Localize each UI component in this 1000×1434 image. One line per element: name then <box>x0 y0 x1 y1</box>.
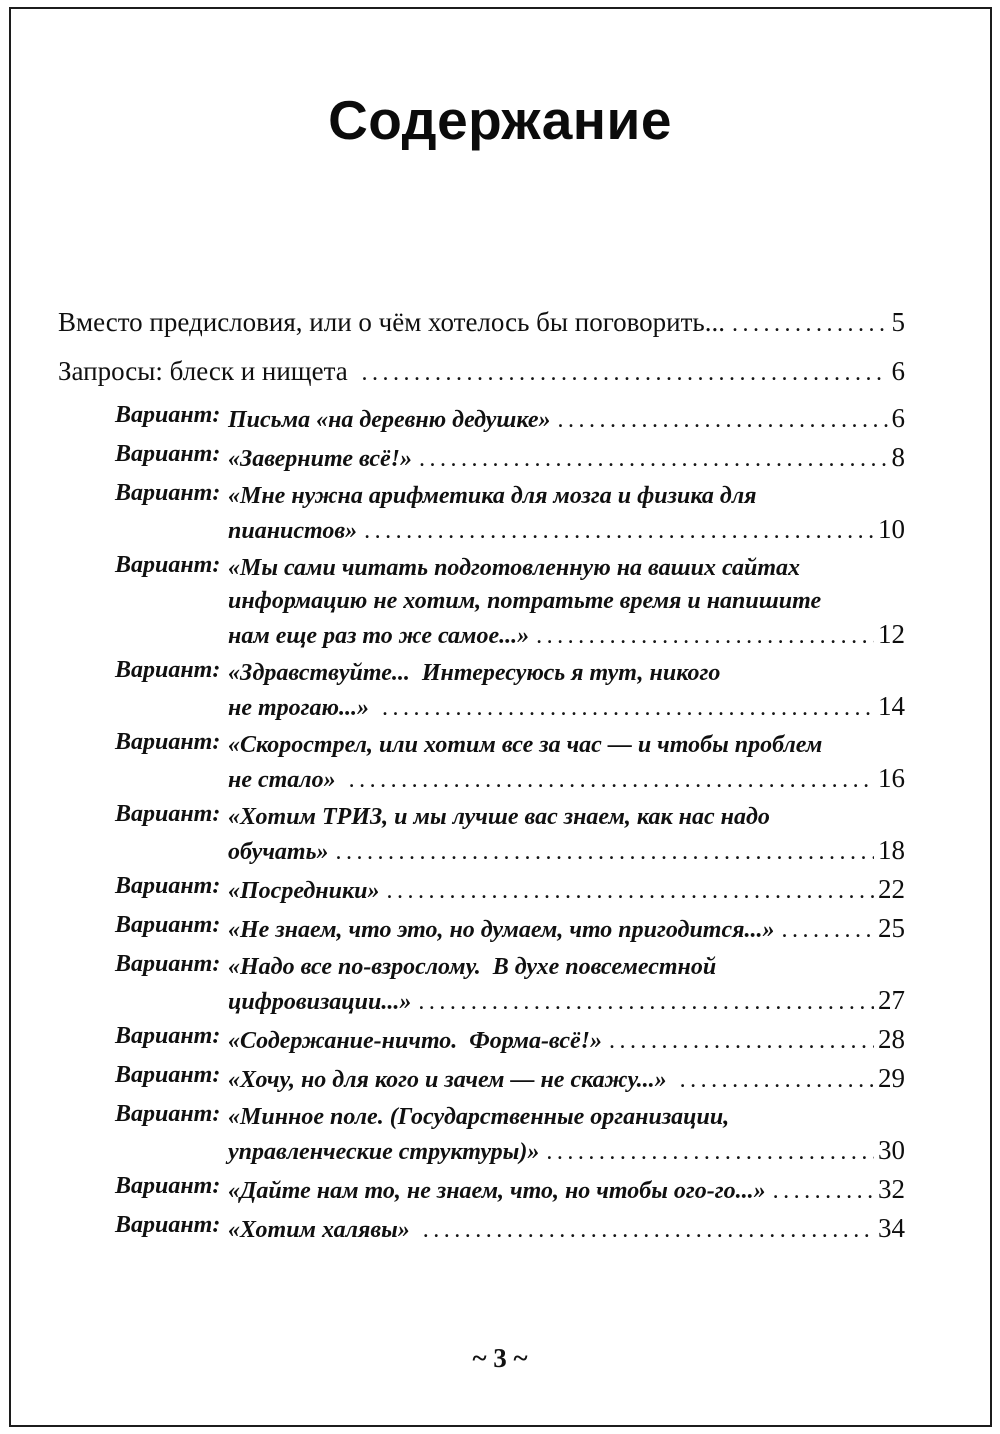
entry-line <box>228 1212 905 1247</box>
toc-entry <box>115 951 905 1019</box>
toc-entry <box>115 1212 905 1247</box>
toc-entry <box>115 801 905 869</box>
entry-text: не стало» <box>228 767 342 793</box>
entry-line <box>228 585 905 618</box>
toc-entry <box>115 1023 905 1058</box>
entry-text: «Содержание-ничто. Форма-всё!» <box>228 1028 602 1054</box>
toc-entry <box>58 304 905 343</box>
entry-line <box>228 690 905 725</box>
entry-line <box>228 1134 905 1169</box>
page-number: 30 <box>878 1135 905 1165</box>
entry-label: Вариант: <box>115 1173 221 1199</box>
entry-body <box>228 1062 905 1097</box>
entry-body <box>58 304 905 343</box>
page-number: 32 <box>878 1174 905 1204</box>
entry-text: не трогаю...» <box>228 695 376 721</box>
toc-entry <box>115 480 905 548</box>
page-number: 8 <box>891 442 905 472</box>
entry-label: Вариант: <box>115 1212 221 1238</box>
entry-line <box>228 801 905 834</box>
entry-body <box>228 1023 905 1058</box>
entry-text: «Не знаем, что это, но думаем, что пригодится...» <box>228 917 775 943</box>
entry-line <box>228 912 905 947</box>
entry-body <box>58 353 905 392</box>
entry-body <box>228 1173 905 1208</box>
entry-text: «Минное поле. (Государственные организации, <box>228 1104 730 1130</box>
entry-label: Вариант: <box>115 912 221 938</box>
entry-line <box>228 951 905 984</box>
entry-line <box>228 1062 905 1097</box>
entry-text: управленческие структуры)» <box>228 1139 540 1165</box>
entry-label: Вариант: <box>115 552 221 578</box>
entry-body <box>228 441 905 476</box>
page-number: 18 <box>878 835 905 865</box>
toc-entry <box>115 1173 905 1208</box>
entry-label: Вариант: <box>115 441 221 467</box>
page-number: 6 <box>891 403 905 433</box>
page-number: 27 <box>878 985 905 1015</box>
dot-leader <box>418 986 874 1019</box>
toc-entry <box>115 657 905 725</box>
toc-entry <box>115 552 905 653</box>
entry-body <box>228 402 905 437</box>
toc-entry <box>115 912 905 947</box>
entry-body <box>228 951 905 1019</box>
dot-leader <box>336 836 874 869</box>
page-number: 28 <box>878 1024 905 1054</box>
page-number: 34 <box>878 1213 905 1243</box>
entry-text: информацию не хотим, потратьте время и напишите <box>228 588 822 614</box>
page-number: 29 <box>878 1063 905 1093</box>
page-footer: ~ 3 ~ <box>472 1343 528 1373</box>
entry-line <box>228 873 905 908</box>
entry-body <box>228 873 905 908</box>
toc-entry <box>115 1101 905 1169</box>
entry-line <box>228 402 905 437</box>
entry-text: Вместо предисловия, или о чём хотелось бы поговорить... <box>58 307 725 337</box>
toc-list <box>58 304 905 1247</box>
entry-text: нам еще раз то же самое...» <box>228 623 530 649</box>
entry-line <box>228 834 905 869</box>
dot-leader <box>386 875 874 908</box>
entry-text: обучать» <box>228 839 329 865</box>
entry-line <box>228 1101 905 1134</box>
toc-entry <box>115 729 905 797</box>
dot-leader <box>546 1136 874 1169</box>
entry-text: «Дайте нам то, не знаем, что, но чтобы ого-го...» <box>228 1178 766 1204</box>
dot-leader <box>349 764 874 797</box>
entry-text: цифровизации...» <box>228 989 412 1015</box>
dot-leader <box>557 404 887 437</box>
entry-label: Вариант: <box>115 1023 221 1049</box>
entry-label: Вариант: <box>115 657 221 683</box>
page-number: 10 <box>878 514 905 544</box>
dot-leader <box>419 443 887 476</box>
entry-label: Вариант: <box>115 873 221 899</box>
entry-label: Вариант: <box>115 951 221 977</box>
dot-leader <box>732 306 888 343</box>
entry-line <box>58 353 905 392</box>
entry-line <box>228 513 905 548</box>
page-number: 16 <box>878 763 905 793</box>
entry-label: Вариант: <box>115 480 221 506</box>
entry-text: «Посредники» <box>228 878 380 904</box>
entry-body <box>228 912 905 947</box>
entry-label: Вариант: <box>115 801 221 827</box>
entry-body <box>228 1212 905 1247</box>
entry-line <box>228 984 905 1019</box>
toc-entry <box>115 873 905 908</box>
entry-line <box>228 762 905 797</box>
entry-body <box>228 801 905 869</box>
entry-body <box>228 480 905 548</box>
dot-leader <box>364 515 874 548</box>
entry-text: «Здравствуйте... Интересуюсь я тут, никого <box>228 660 721 686</box>
page-number: 25 <box>878 913 905 943</box>
entry-text: «Хочу, но для кого и зачем — не скажу...» <box>228 1067 673 1093</box>
entry-line <box>228 657 905 690</box>
entry-label: Вариант: <box>115 729 221 755</box>
entry-line <box>228 729 905 762</box>
entry-line <box>58 304 905 343</box>
toc-entry <box>58 353 905 392</box>
dot-leader <box>781 914 874 947</box>
dot-leader <box>361 355 887 392</box>
entry-body <box>228 729 905 797</box>
dot-leader <box>536 620 874 653</box>
entry-text: «Мне нужна арифметика для мозга и физика для <box>228 483 757 509</box>
entry-line <box>228 552 905 585</box>
dot-leader <box>423 1214 874 1247</box>
entry-text: Запросы: блеск и нищета <box>58 356 355 386</box>
entry-line <box>228 1023 905 1058</box>
page-number: 12 <box>878 619 905 649</box>
entry-line <box>228 1173 905 1208</box>
dot-leader <box>609 1025 874 1058</box>
page-title: Содержание <box>328 89 672 151</box>
entry-label: Вариант: <box>115 402 221 428</box>
toc-entry <box>115 402 905 437</box>
toc-entry <box>115 441 905 476</box>
entry-line <box>228 480 905 513</box>
entry-line <box>228 618 905 653</box>
dot-leader <box>773 1175 874 1208</box>
dot-leader <box>680 1064 874 1097</box>
entry-text: «Хотим ТРИЗ, и мы лучше вас знаем, как нас надо <box>228 804 770 830</box>
entry-label: Вариант: <box>115 1101 221 1127</box>
entry-body <box>228 552 905 653</box>
entry-text: «Мы сами читать подготовленную на ваших сайтах <box>228 555 800 581</box>
entry-body <box>228 1101 905 1169</box>
page-number: 5 <box>891 307 905 337</box>
entry-text: «Хотим халявы» <box>228 1217 416 1243</box>
page-number: 22 <box>878 874 905 904</box>
toc-entry <box>115 1062 905 1097</box>
entry-text: пианистов» <box>228 518 358 544</box>
entry-text: «Надо все по-взрослому. В духе повсеместной <box>228 954 717 980</box>
page-number: 6 <box>891 356 905 386</box>
entry-text: Письма «на деревню дедушке» <box>228 407 551 433</box>
entry-line <box>228 441 905 476</box>
entry-body <box>228 657 905 725</box>
entry-text: «Скорострел, или хотим все за час — и чтобы проблем <box>228 732 823 758</box>
entry-label: Вариант: <box>115 1062 221 1088</box>
entry-text: «Заверните всё!» <box>228 446 413 472</box>
dot-leader <box>382 692 874 725</box>
page-number: 14 <box>878 691 905 721</box>
